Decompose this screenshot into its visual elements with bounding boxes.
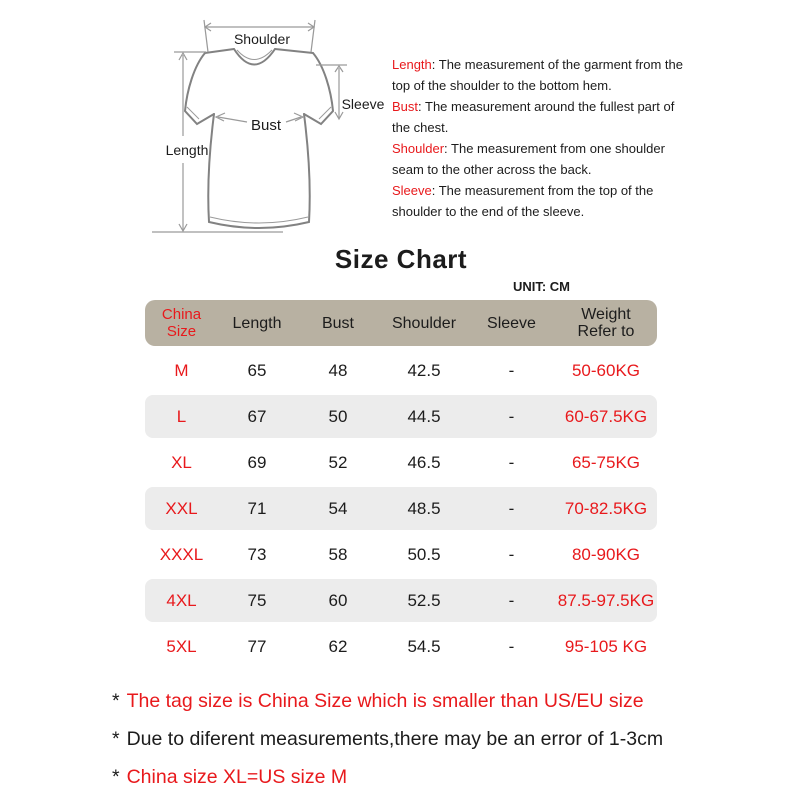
cell-length: 73 <box>247 544 267 564</box>
cell-sleeve: - <box>508 452 515 472</box>
definition-term: Shoulder <box>392 141 445 156</box>
cell-size: XXL <box>165 498 198 518</box>
table-header <box>145 300 657 346</box>
cell-weight: 65-75KG <box>571 452 641 472</box>
cell-length: 69 <box>247 452 267 472</box>
length-label: Length <box>165 142 209 158</box>
cell-shoulder: 52.5 <box>407 590 441 610</box>
definition-term: Bust <box>392 99 419 114</box>
footnote-marker: * <box>112 690 120 712</box>
cell-size: XXXL <box>159 544 204 564</box>
cell-length: 77 <box>247 636 267 656</box>
column-header-shoulder: Shoulder <box>391 314 457 332</box>
footnote-text: China size XL=US size M <box>126 766 348 788</box>
cell-weight: 95-105 KG <box>564 636 648 656</box>
cell-sleeve: - <box>508 636 515 656</box>
footnote-1 <box>112 688 663 715</box>
table-row <box>145 579 657 622</box>
size-table <box>145 300 657 671</box>
table-row <box>145 487 657 530</box>
definition-term: Length <box>392 57 432 72</box>
cell-length: 75 <box>247 590 267 610</box>
table-row <box>145 441 657 484</box>
cell-shoulder: 48.5 <box>407 498 441 518</box>
cell-sleeve: - <box>508 544 515 564</box>
cell-shoulder: 46.5 <box>407 452 441 472</box>
cell-shoulder: 54.5 <box>407 636 441 656</box>
definition-item <box>392 180 694 222</box>
table-row <box>145 395 657 438</box>
cell-bust: 48 <box>328 360 348 380</box>
definition-desc: : The measurement of the garment from the top of the shoulder to the bottom hem. <box>392 57 683 93</box>
table-row <box>145 533 657 576</box>
cell-weight: 70-82.5KG <box>564 498 648 518</box>
footnotes <box>112 688 663 802</box>
cell-shoulder: 44.5 <box>407 406 441 426</box>
cell-size: M <box>174 360 189 380</box>
definition-item <box>392 96 694 138</box>
footnote-marker: * <box>112 766 120 788</box>
cell-size: 5XL <box>166 636 197 656</box>
cell-size: L <box>176 406 187 426</box>
cell-shoulder: 50.5 <box>407 544 441 564</box>
footnote-3 <box>112 764 663 791</box>
tshirt-outline <box>185 49 333 228</box>
cell-sleeve: - <box>508 360 515 380</box>
cell-length: 71 <box>247 498 267 518</box>
footnote-text: Due to diferent measurements,there may be an error of 1-3cm <box>126 728 664 750</box>
definition-desc: : The measurement from one shoulder seam to the other across the back. <box>392 141 665 177</box>
column-header-bust: Bust <box>321 314 354 332</box>
definition-item <box>392 54 694 96</box>
cell-sleeve: - <box>508 406 515 426</box>
definitions <box>392 54 694 222</box>
size-chart-title: Size Chart <box>334 244 468 274</box>
cell-size: 4XL <box>166 590 197 610</box>
cell-bust: 50 <box>328 406 348 426</box>
definition-item <box>392 138 694 180</box>
column-header-length: Length <box>232 314 282 332</box>
cell-bust: 58 <box>328 544 348 564</box>
cell-bust: 54 <box>328 498 348 518</box>
sleeve-label: Sleeve <box>341 96 385 112</box>
cell-sleeve: - <box>508 498 515 518</box>
column-header-sleeve: Sleeve <box>487 314 536 332</box>
column-header-china-size: China Size <box>161 306 202 340</box>
cell-length: 65 <box>247 360 267 380</box>
cell-length: 67 <box>247 406 267 426</box>
footnote-marker: * <box>112 728 120 750</box>
cell-shoulder: 42.5 <box>407 360 441 380</box>
definition-desc: : The measurement around the fullest part of the chest. <box>392 99 675 135</box>
cell-weight: 87.5-97.5KG <box>557 590 655 610</box>
table-row <box>145 625 657 668</box>
cell-bust: 52 <box>328 452 348 472</box>
table-row <box>145 349 657 392</box>
definition-desc: : The measurement from the top of the shoulder to the end of the sleeve. <box>392 183 654 219</box>
cell-sleeve: - <box>508 590 515 610</box>
definition-term: Sleeve <box>392 183 432 198</box>
footnote-2 <box>112 726 663 753</box>
cell-weight: 80-90KG <box>571 544 641 564</box>
cell-size: XL <box>171 452 192 472</box>
cell-weight: 50-60KG <box>571 360 641 380</box>
shoulder-label: Shoulder <box>233 31 291 47</box>
footnote-text: The tag size is China Size which is smaller than US/EU size <box>126 690 644 712</box>
bust-label: Bust <box>250 117 282 134</box>
unit-note: UNIT: CM <box>512 279 570 294</box>
cell-weight: 60-67.5KG <box>564 406 648 426</box>
tshirt-measurement-diagram <box>150 8 395 243</box>
table-body <box>145 349 657 668</box>
column-header-weight: Weight Refer to <box>577 306 635 340</box>
cell-bust: 62 <box>328 636 348 656</box>
cell-bust: 60 <box>328 590 348 610</box>
